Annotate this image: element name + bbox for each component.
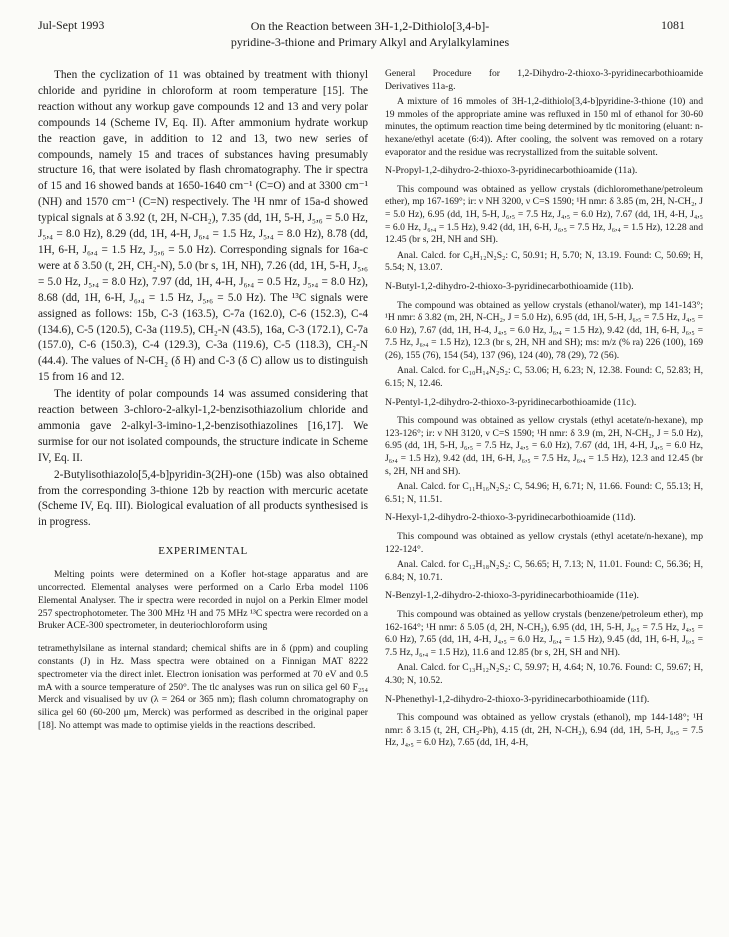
running-title-line1: On the Reaction between 3H-1,2-Dithiolo[3,4-b]- <box>250 19 490 33</box>
elemental-analysis: Anal. Calcd. for C₁₂H₁₈N₂S₂: C, 56.65; H, 7.13; N, 11.01. Found: C, 56.36; H, 6.84; N, 10.71. <box>385 559 703 583</box>
compound-description: This compound was obtained as yellow crystals (ethyl acetate/n-hexane), mp 123-126°; ir: ν NH 3120, ν C=S 1590; ¹H nmr: δ 3.9 (m, 2H, N-CH₂, J = 5.0 Hz), 6.95 (dd, 1H, 5-H, J₆,₅ = 7.5 Hz, J₄,₅ = 6.0 Hz), 7.67 (dd, 1H, 4-H, J₄,₅ = 6.0 Hz, J₆,₄ = 1.5 Hz), 9.42 (dd, 1H, 6-H, J₆,₅ = 7.5 Hz, J₆,₄ = 1.5 Hz), 12.3 and 12.45 (br s, 2H, NH and SH). <box>385 415 703 477</box>
paragraph: 2-Butylisothiazolo[5,4-b]pyridin-3(2H)-one (15b) was also obtained from the corresponding 3-thione 12b by reaction with mercuric acetate (Scheme IV, Eq. III). Biological evaluation of all products synthesised is in progress. <box>38 468 368 529</box>
paragraph: Then the cyclization of 11 was obtained by treatment with thionyl chloride and pyridine in chloroform at room temperature [15]. The reaction without any workup gave compounds 12 and 13 and very polar compounds 14 (Scheme IV, Eq. II). After ammonium hydrate workup the reaction gave, in addition to 12 and 13, two new series of compounds, namely 15 and traces of substances having presumably structure 16, that were isolated by flash chromatography. The ir spectra of 15 and 16 showed bands at 1650-1640 cm⁻¹ (C=O) and at 3300 cm⁻¹ (NH) and 1570 cm⁻¹ (C=N) respectively. The ¹H nmr of 15a-d showed typical signals at δ 3.92 (t, 2H, N-CH₂), 7.35 (dd, 1H, 5-H, J₅,₆ = 5.0 Hz, J₅,₄ = 8.0 Hz), 8.29 (dd, 1H, 4-H, J₆,₄ = 1.5 Hz, J₅,₄ = 8.0 Hz), 8.78 (dd, 1H, 6-H, J₆,₄ = 1.5 Hz, J₅,₆ = 5.0 Hz). Corresponding signals for 16a-c were at δ 3.50 (t, 2H, CH₂-N), 5.0 (br s, 1H, NH), 7.26 (dd, 1H, 5-H, J₅,₆ = 5.0 Hz, J₅,₄ = 8.0 Hz), 7.97 (dd, 1H, 4-H, J₆,₄ = 0.5 Hz, J₅,₄ = 8.0 Hz), 8.68 (dd, 1H, 6-H, J₆,₄ = 1.5 Hz, J₅,₆ = 5.0 Hz). The ¹³C signals were assigned as follows: 15b, C-3 (163.5), C-7a (162.0), C-6 (152.3), C-4 (134.6), C-5 (120.5), C-3a (119.5), CH₂-N (43.5), 16a, C-3 (172.1), C-7a (157.0), C-6 (150.3), C-4 (129.3), C-3a (119.6), C-5 (118.3), CH₂-N (44.4). The values of N-CH₂ (δ H) and C-3 (δ C) allow us to distinguish 15 from 16 and 12. <box>38 69 368 384</box>
compound-description: The compound was obtained as yellow crystals (ethanol/water), mp 141-143°; ¹H nmr: δ 3.82 (m, 2H, N-CH₂, J = 5.0 Hz), 6.95 (dd, 1H, 5-H, J₆,₅ = 7.5 Hz, J₄,₅ = 6.0 Hz), 7.67 (dd, 1H, H-4, J₄,₅ = 6.0 Hz, J₆,₄ = 1.5 Hz), 9.42 (dd, 1H, 6-H, J₆,₅ = 7.5 Hz, J₆,₄ = 1.5 Hz), 12.3 (br s, 2H, NH and SH); ms: m/z (% ra) 226 (100), 169 (26), 155 (76), 154 (54), 137 (96), 124 (40), 78 (29), 72 (56). <box>385 299 703 361</box>
running-title-line2: pyridine-3-thione and Primary Alkyl and Arylalkylamines <box>230 35 510 49</box>
elemental-analysis: Anal. Calcd. for C₉H₁₂N₂S₂: C, 50.91; H, 5.70; N, 13.19. Found: C, 50.69; H, 5.54; N, 13.07. <box>385 249 703 274</box>
compound-description: This compound was obtained as yellow crystals (benzene/petroleum ether), mp 162-164°; ¹H nmr: δ 5.05 (d, 2H, N-CH₂), 6.95 (dd, 1H, 5-H, J₆,₅ = 7.5 Hz, J₄,₅ = 6.0 Hz), 7.65 (dd, 1H, 4-H, J₄,₅ = 6.0 Hz, J₆,₄ = 1.5 Hz), 9.45 (dd, 1H, 6-H, J₆,₅ = 7.5 Hz, J₆,₄ = 1.5 Hz), 11.6 and 12.85 (br s, 2H, SH and NH). <box>385 608 703 658</box>
experimental-paragraph: tetramethylsilane as internal standard; chemical shifts are in δ (ppm) and coupling constants (J) in Hz. Mass spectra were obtained on a Finnigan MAT 8222 spectrometer via the direct inlet. Electron ionisation was performed at 70 eV and 0.5 mA with a source temperature of 250°. The tlc analyses was run on silica gel 60 F₂₅₄ Merck and visualised by uv (λ = 264 or 365 nm); flash column chromatography on silica gel 60 (60-200 μm, Merck) was performed as described in the original paper [18]. No attempt was made to optimise yields in the reactions described. <box>38 643 368 732</box>
compound-heading-11b: N-Butyl-1,2-dihydro-2-thioxo-3-pyridinecarbothioamide (11b). <box>385 280 634 292</box>
compound-heading-11f: N-Phenethyl-1,2-dihydro-2-thioxo-3-pyridinecarbothioamide (11f). <box>385 693 650 705</box>
right-column <box>385 68 703 753</box>
left-column <box>38 68 368 734</box>
compound-heading-11a: N-Propyl-1,2-dihydro-2-thioxo-3-pyridinecarbothioamide (11a). <box>385 165 638 177</box>
compound-description: This compound was obtained as yellow crystals (ethanol), mp 144-148°; ¹H nmr: δ 3.15 (t, 2H, CH₂-Ph), 4.15 (dt, 2H, N-CH₂), 6.94 (dd, 1H, 5-H, J₆,₅ = 7.5 Hz, J₄,₅ = 6.0 Hz), 7.65 (dd, 1H, 4-H, <box>385 712 703 749</box>
elemental-analysis: Anal. Calcd. for C₁₃H₁₂N₂S₂: C, 59.97; H, 4.64; N, 10.76. Found: C, 59.67; H, 4.30; N, 10.52. <box>385 662 703 686</box>
page-number: 1081 <box>661 18 685 32</box>
elemental-analysis: Anal. Calcd. for C₁₀H₁₄N₂S₂: C, 53.06; H, 6.23; N, 12.38. Found: C, 52.83; H, 6.15; N, 12.46. <box>385 365 703 390</box>
experimental-paragraph: Melting points were determined on a Kofler hot-stage apparatus and are uncorrected. Elemental analyses were performed on a Carlo Erba model 1106 Elemental Analyser. The ir spectra were recorded in nujol on a Perkin Elmer model 257 spectrophotometer. The 300 MHz ¹H and 75 MHz ¹³C spectra were recorded on a Bruker ACE-300 spectrometer, in deuteriochloroform using <box>38 569 368 632</box>
running-title <box>200 18 540 50</box>
section-heading-experimental: EXPERIMENTAL <box>158 545 248 558</box>
compound-heading-11e: N-Benzyl-1,2-dihydro-2-thioxo-3-pyridinecarbothioamide (11e). <box>385 590 640 602</box>
compound-heading-11c: N-Pentyl-1,2-dihydro-2-thioxo-3-pyridinecarbothioamide (11c). <box>385 396 637 408</box>
compound-description: This compound was obtained as yellow crystals (ethyl acetate/n-hexane), mp 122-124°. <box>385 531 703 555</box>
procedure-paragraph: A mixture of 16 mmoles of 3H-1,2-dithiolo[3,4-b]pyridine-3-thione (10) and 19 mmoles of the appropriate amine was refluxed in 150 ml of ethanol for 30-60 minutes, the optimum reaction time being determined by tlc monitoring (eluant: n-hexane/ethyl acetate (6:4)). After cooling, the solvent was removed on a rotary evaporator and the residue was recrystallized from the suitable solvent. <box>385 96 703 158</box>
compound-description: This compound was obtained as yellow crystals (dichloromethane/petroleum ether), mp 167-169°; ir: ν NH 3200, ν C=S 1590; ¹H nmr: δ 3.85 (m, 2H, N-CH₂, J = 5.0 Hz), 6.95 (dd, 1H, 5-H, J₆,₅ = 7.5 Hz, J₄,₅ = 6.0 Hz), 7.67 (dd, 1H, 4-H, J₄,₅ = 6.0 Hz, J₆,₄ = 1.5 Hz), 9.42 (dd, 1H, 6-H, J₆,₅ = 7.5 Hz, J₆,₄ = 1.5 Hz), 12.28 and 12.45 (br s, 2H, NH and SH). <box>385 183 703 246</box>
paragraph: The identity of polar compounds 14 was assumed considering that reaction between 3-chloro-2-alkyl-1,2-benzisothiazolium chloride and ammonia gave 2-alkyl-3-imino-1,2-benzisothiazolines [16,17]. We surmise for our not isolated compounds, the structure indicate in Scheme IV, Eq. II. <box>38 388 368 464</box>
elemental-analysis: Anal. Calcd. for C₁₁H₁₆N₂S₂: C, 54.96; H, 6.71; N, 11.66. Found: C, 55.13; H, 6.51; N, 11.51. <box>385 481 703 505</box>
compound-heading-11d: N-Hexyl-1,2-dihydro-2-thioxo-3-pyridinecarbothioamide (11d). <box>385 512 636 524</box>
procedure-heading: General Procedure for 1,2-Dihydro-2-thioxo-3-pyridinecarbothioamide Derivatives 11a-g. <box>385 68 703 92</box>
journal-date: Jul-Sept 1993 <box>38 18 105 32</box>
